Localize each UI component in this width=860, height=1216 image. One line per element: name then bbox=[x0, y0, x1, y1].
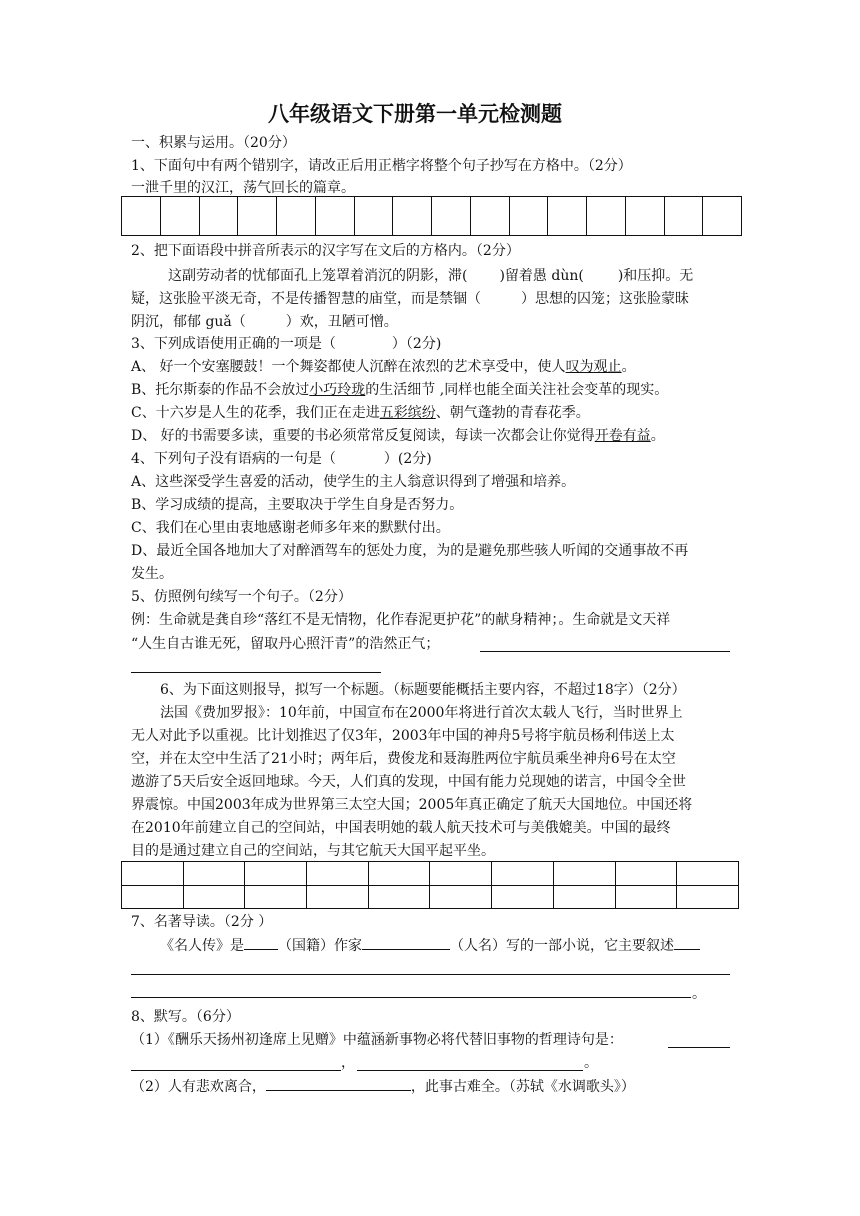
period: 。 bbox=[584, 1055, 598, 1071]
grid-cell[interactable] bbox=[492, 862, 554, 886]
option-b: B、学习成绩的提高，主要取决于学生自身是否努力。 bbox=[131, 497, 464, 513]
grid-cell[interactable] bbox=[245, 885, 307, 909]
underlined-idiom: 五彩缤纷 bbox=[379, 405, 436, 421]
grid-cell[interactable] bbox=[199, 197, 238, 236]
passage-text: 疑，这张脸平淡无奇，不是传播智慧的庙堂，而是禁锢（ bbox=[131, 291, 481, 307]
grid-row bbox=[122, 862, 739, 886]
option-d: D、最近全国各地加大了对醉酒驾车的惩处力度，为的是避免那些骇人听闻的交通事故不再 bbox=[131, 543, 689, 559]
article-line: 空，并在太空中生活了21小时；两年后，费俊龙和聂海胜两位宇航员乘坐神舟6号在太空 bbox=[131, 751, 676, 767]
article-line: 遨游了5天后安全返回地球。今天，人们真的发现，中国有能力兑现她的诺言，中国令全世 bbox=[131, 774, 686, 790]
grid-cell[interactable] bbox=[492, 885, 554, 909]
passage-text: 阴沉，郁郁 guǎ（ bbox=[131, 314, 246, 330]
option-b bbox=[131, 380, 668, 400]
answer-line[interactable] bbox=[266, 1076, 411, 1091]
grid-cell[interactable] bbox=[315, 197, 354, 236]
grid-cell[interactable] bbox=[368, 885, 430, 909]
passage-text: ）思想的囚笼；这张脸蒙昧 bbox=[521, 291, 689, 307]
grid-cell[interactable] bbox=[703, 197, 742, 236]
section-heading: 一、积累与运用。（20分） bbox=[131, 135, 296, 151]
question-5-prompt: 5、仿照例句续写一个句子。（2分） bbox=[131, 589, 352, 605]
period: 。 bbox=[692, 986, 706, 1002]
question-6-prompt: 6、为下面这则报导，拟写一个标题。（标题要能概括主要内容，不超过18字）（2分） bbox=[160, 682, 686, 698]
prompt-text: ）（2分) bbox=[391, 336, 442, 352]
option-a bbox=[131, 357, 636, 377]
grid-cell[interactable] bbox=[553, 885, 615, 909]
option-c bbox=[131, 403, 590, 423]
grid-cell[interactable] bbox=[509, 197, 548, 236]
answer-line[interactable] bbox=[357, 1070, 583, 1071]
passage-text: ）欢，丑陋可憎。 bbox=[285, 314, 398, 330]
grid-cell[interactable] bbox=[553, 862, 615, 886]
question-8-part-2 bbox=[131, 1076, 635, 1097]
article-line: 目的是通过建立自己的空间站，与其它航天大国平起平坐。 bbox=[131, 843, 495, 859]
prompt-text: 4、下列句子没有语病的一句是（ bbox=[131, 451, 336, 467]
option-text: A、 好一个安塞腰鼓！一个舞姿都使人沉醉在浓烈的艺术享受中，使人 bbox=[131, 359, 566, 375]
grid-cell[interactable] bbox=[430, 862, 492, 886]
option-text: 。 bbox=[621, 359, 636, 375]
option-text: 。 bbox=[650, 428, 665, 444]
question-2-line-2 bbox=[131, 289, 689, 309]
question-2-line-1 bbox=[168, 266, 693, 286]
grid-cell[interactable] bbox=[160, 197, 199, 236]
grid-cell[interactable] bbox=[548, 197, 587, 236]
grid-cell[interactable] bbox=[183, 885, 245, 909]
answer-line[interactable] bbox=[668, 1047, 730, 1048]
answer-line[interactable] bbox=[131, 974, 730, 975]
answer-grid-q1 bbox=[121, 196, 742, 236]
grid-cell[interactable] bbox=[432, 197, 471, 236]
option-text: 的生活细节 ,同样也能全面关注社会变革的现实。 bbox=[365, 382, 669, 398]
grid-cell[interactable] bbox=[238, 197, 277, 236]
grid-cell[interactable] bbox=[470, 197, 509, 236]
answer-line[interactable] bbox=[131, 672, 381, 673]
question-4-prompt bbox=[131, 449, 432, 469]
underlined-idiom: 开卷有益 bbox=[594, 428, 651, 444]
question-7-line bbox=[160, 935, 700, 956]
grid-cell[interactable] bbox=[122, 862, 184, 886]
grid-cell[interactable] bbox=[354, 197, 393, 236]
question-8-prompt: 8、默写。（6分） bbox=[131, 1009, 240, 1025]
question-2-line-3 bbox=[131, 312, 398, 332]
prompt-text: （人名）写的一部小说，它主要叙述 bbox=[450, 938, 674, 954]
grid-cell[interactable] bbox=[587, 197, 626, 236]
question-8-part-1: （1）《酬乐天扬州初逢席上见赠》中蕴涵新事物必将代替旧事物的哲理诗句是： bbox=[131, 1032, 623, 1048]
page-title: 八年级语文下册第一单元检测题 bbox=[268, 102, 562, 126]
option-a: A、这些深受学生喜爱的活动，使学生的主人翁意识得到了增强和培养。 bbox=[131, 474, 576, 490]
option-text: B、托尔斯泰的作品不会放过 bbox=[131, 382, 310, 398]
question-7-prompt: 7、名著导读。（2分 ） bbox=[131, 914, 273, 930]
grid-cell[interactable] bbox=[677, 885, 739, 909]
answer-line[interactable] bbox=[131, 997, 691, 998]
grid-cell[interactable] bbox=[307, 862, 369, 886]
grid-cell[interactable] bbox=[277, 197, 316, 236]
answer-line[interactable] bbox=[362, 935, 450, 950]
grid-row bbox=[122, 885, 739, 909]
grid-cell[interactable] bbox=[368, 862, 430, 886]
grid-cell[interactable] bbox=[625, 197, 664, 236]
option-text: 、朝气蓬勃的青春花季。 bbox=[435, 405, 590, 421]
option-d-continued: 发生。 bbox=[131, 566, 173, 582]
prompt-text: （国籍）作家 bbox=[278, 938, 362, 954]
grid-cell[interactable] bbox=[307, 885, 369, 909]
answer-line[interactable] bbox=[244, 935, 278, 950]
passage-text: )和压抑。无 bbox=[617, 268, 694, 284]
option-d bbox=[131, 426, 665, 446]
prompt-text: ）(2分) bbox=[383, 451, 432, 467]
grid-cell[interactable] bbox=[183, 862, 245, 886]
article-line: 无人对此予以重视。比计划推迟了仅3年，2003年中国的神舟5号将宇航员杨利伟送上太 bbox=[131, 728, 675, 744]
comma: ， bbox=[341, 1055, 355, 1071]
question-1-sentence: 一泄千里的汉江，荡气回长的篇章。 bbox=[131, 180, 355, 196]
example-line-2: “人生自古谁无死，留取丹心照汗青”的浩然正气； bbox=[131, 636, 440, 652]
grid-cell[interactable] bbox=[664, 197, 703, 236]
example-line-1: 例：生命就是龚自珍“落红不是无情物，化作春泥更护花”的献身精神；。生命就是文天祥 bbox=[131, 612, 671, 628]
article-line: 法国《费加罗报》：10年前，中国宣布在2000年将进行首次太载人飞行，当时世界上 bbox=[160, 705, 683, 721]
grid-cell[interactable] bbox=[122, 885, 184, 909]
prompt-text: 《名人传》是 bbox=[160, 938, 244, 954]
prompt-text: 3、下列成语使用正确的一项是（ bbox=[131, 336, 336, 352]
option-c: C、我们在心里由衷地感谢老师多年来的默默付出。 bbox=[131, 520, 450, 536]
grid-cell[interactable] bbox=[245, 862, 307, 886]
answer-line[interactable] bbox=[480, 651, 730, 652]
question-1-prompt: 1、下面句中有两个错别字，请改正后用正楷字将整个句子抄写在方格中。（2分） bbox=[131, 158, 632, 174]
grid-cell[interactable] bbox=[615, 862, 677, 886]
underlined-idiom: 小巧玲珑 bbox=[309, 382, 366, 398]
question-2-prompt: 2、把下面语段中拼音所表示的汉字写在文后的方格内。（2分） bbox=[131, 243, 520, 259]
grid-cell[interactable] bbox=[122, 197, 161, 236]
prompt-text: ，此事古难全。（苏轼《水调歌头》） bbox=[410, 1079, 635, 1095]
grid-cell[interactable] bbox=[393, 197, 432, 236]
passage-text: 这副劳动者的忧郁面孔上笼罩着消沉的阴影，滞( bbox=[168, 268, 468, 284]
option-text: D、 好的书需要多读，重要的书必须常常反复阅读，每读一次都会让你觉得 bbox=[131, 428, 595, 444]
underlined-idiom: 叹为观止 bbox=[565, 359, 622, 375]
passage-text: )留着愚 dùn( bbox=[499, 268, 584, 284]
grid-row bbox=[122, 197, 742, 236]
answer-grid-q6 bbox=[121, 861, 739, 909]
article-line: 界震惊。中国2003年成为世界第三太空大国；2005年真正确定了航天大国地位。中国还将 bbox=[131, 797, 693, 813]
article-line: 在2010年前建立自己的空间站，中国表明她的载人航天技术可与美俄媲美。中国的最终 bbox=[131, 820, 671, 836]
grid-cell[interactable] bbox=[430, 885, 492, 909]
option-text: C、十六岁是人生的花季，我们正在走进 bbox=[131, 405, 380, 421]
answer-line[interactable] bbox=[674, 935, 700, 950]
grid-cell[interactable] bbox=[677, 862, 739, 886]
grid-cell[interactable] bbox=[615, 885, 677, 909]
answer-line[interactable] bbox=[131, 1070, 341, 1071]
prompt-text: （2）人有悲欢离合， bbox=[131, 1079, 266, 1095]
question-3-prompt bbox=[131, 334, 441, 354]
